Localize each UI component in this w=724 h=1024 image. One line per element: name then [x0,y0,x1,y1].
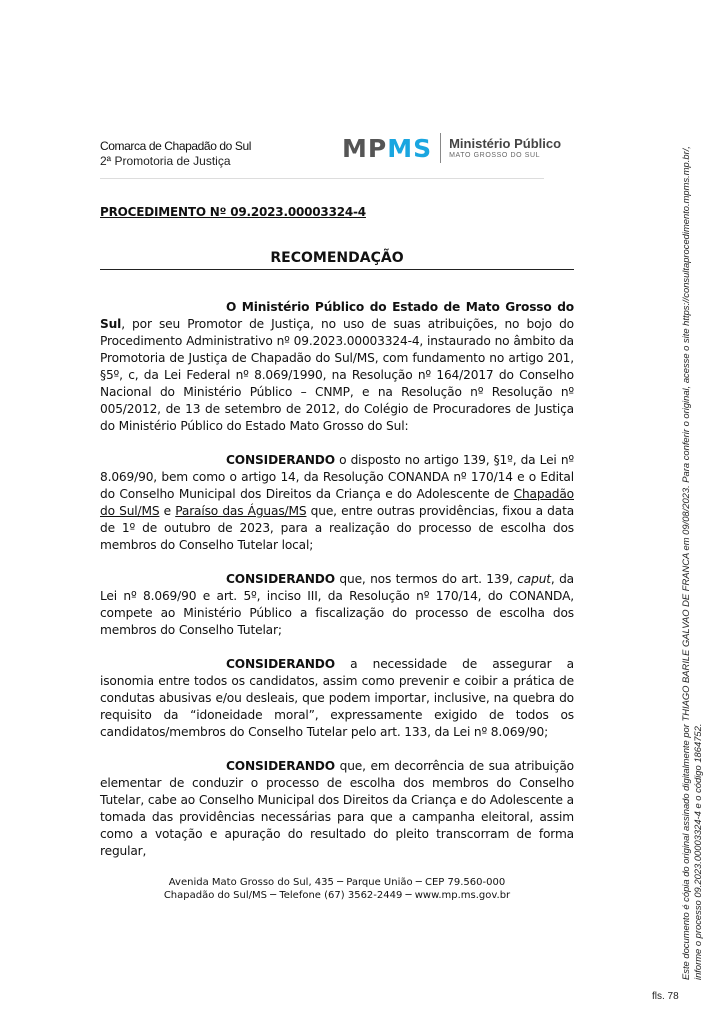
mpms-logo [342,133,561,163]
p2-underline-2: Paraíso das Águas/MS [175,504,307,518]
footer-address: Avenida Mato Grosso do Sul, 435 ─ Parque União ─ CEP 79.560-000 [168,877,506,888]
logo-mp-text: MP [342,133,388,163]
paragraph-4 [100,656,574,741]
p5-bold: CONSIDERANDO [226,759,335,773]
logo-ms-text: MS [387,133,433,163]
p4-text: a necessidade de assegurar a isonomia entre todos os candidatos, assim como prevenir e coibir a prática de condutas abusivas e/ou desleais, que podem importar, inclusive, na quebra do requisito da “idoneidade moral”, expressamente exigido de todos os candidatos/membros do Conselho Tutelar pelo art. 133, da Lei nº 8.069/90; [100,657,574,739]
logo-subtitle: MATO GROSSO DO SUL [449,151,541,159]
side-note-line-2: informe o processo 09.2023.00003324-4 e o código 1864752. [692,723,703,980]
footer-contact: Chapadão do Sul/MS ─ Telefone (67) 3562-2449 ─ www.mp.ms.gov.br [163,890,511,901]
p4-bold: CONSIDERANDO [226,657,335,671]
page-number: fls. 78 [652,991,679,1002]
side-authentication-note [680,100,704,980]
comarca-label: Comarca de Chapadão do Sul [100,139,252,153]
document-body [100,299,574,877]
p5-text: que, em decorrência de sua atribuição elementar de conduzir o processo de escolha dos membros do Conselho Tutelar, cabe ao Conselho Municipal dos Direitos da Criança e do Adolescente a tomada das providências necessárias para que a campanha eleitoral, assim como a votação e apuração do resultado do pleito transcorram de forma regular, [100,759,574,858]
p1-text: , por seu Promotor de Justiça, no uso de suas atribuições, no bojo do Procedimento Administrativo nº 09.2023.00003324-4, instaurado no âmbito da Promotoria de Justiça de Chapadão do Sul/MS, com fundamento no artigo 201, §5º, c, da Lei Federal nº 8.069/1990, na Resolução nº 164/2017 do Conselho Nacional do Ministério Público – CNMP, e na Resolução nº Resolução nº 005/2012, de 13 de setembro de 2012, do Colégio de Procuradores de Justiça do Ministério Público do Estado Mato Grosso do Sul: [100,317,574,433]
paragraph-3 [100,571,574,639]
header-divider [100,178,544,179]
title-underline [100,269,574,270]
side-note-line-1: Este documento é cópia do original assinado digitalmente por THIAGO BARILE GALVAO DE FRANCA em 09/08/2023. Para conferir o original, acesse o site https://consultaprocedimento.mpms.mp.br/, [680,146,691,980]
paragraph-2 [100,452,574,554]
page-footer [100,876,574,902]
logo-text-block [449,136,561,161]
p2-text-c: que, entre outras providências, fixou a data de 1º de outubro de 2023, para a realização do processo de escolha dos membros do Conselho Tutelar local; [100,504,575,552]
p2-bold: CONSIDERANDO [226,453,335,467]
paragraph-1 [100,299,574,435]
logo-divider [440,133,441,163]
document-title: RECOMENDAÇÃO [270,250,404,266]
paragraph-5 [100,758,574,860]
p3-bold: CONSIDERANDO [226,572,335,586]
p2-text-a: o disposto no artigo 139, §1º, da Lei nº 8.069/90, bem como o artigo 14, da Resolução CONANDA nº 170/14 e o Edital do Conselho Municipal dos Direitos da Criança e do Adolescente de [100,453,574,501]
p1-bold: O Ministério Público do Estado de Mato Grosso do Sul [100,300,574,331]
logo-wordmark [342,134,432,163]
p2-text-b: e [159,504,176,518]
p3-text-b: , da Lei nº 8.069/90 e art. 5º, inciso III, da Resolução nº 170/14, do CONANDA, compete ao Ministério Público a fiscalização do processo de escolha dos membros do Conselho Tutelar; [100,572,574,637]
p3-italic: caput [517,572,551,586]
logo-title: Ministério Público [449,135,562,151]
promotoria-label: 2ª Promotoria de Justiça [100,154,231,168]
procedimento-number: PROCEDIMENTO Nº 09.2023.00003324-4 [100,205,366,219]
p3-text-a: que, nos termos do art. 139, [334,572,518,586]
p2-underline-1: Chapadão do Sul/MS [100,487,574,518]
header-left [100,139,251,169]
